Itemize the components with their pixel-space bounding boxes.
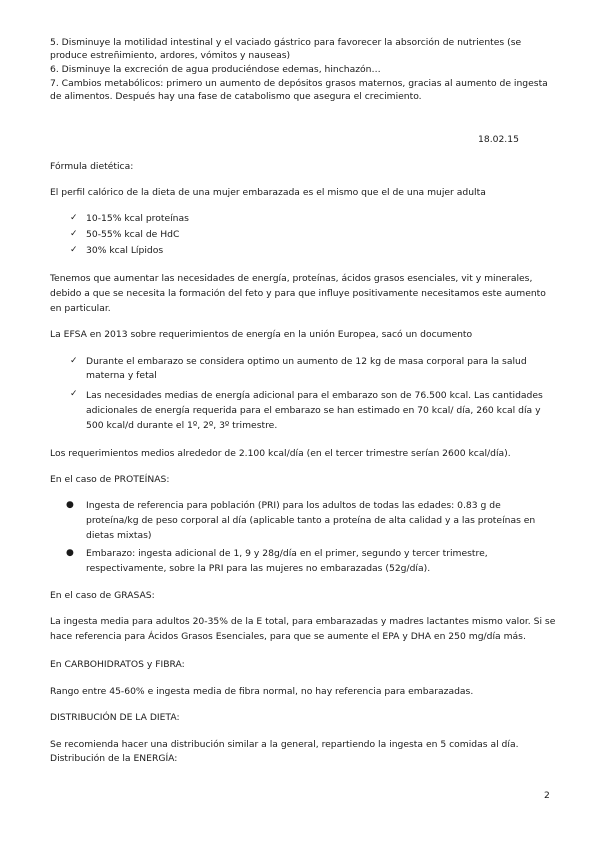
distribucion-heading: DISTRIBUCIÓN DE LA DIETA: xyxy=(50,712,180,723)
macro-item: 10-15% kcal proteínas xyxy=(86,213,189,224)
proteinas-item: Embarazo: ingesta adicional de 1, 9 y 28g/día en el primer, segundo y tercer trimestre, respectivamente, sobre la PRI para las mujeres no embarazadas (52g/día). xyxy=(86,548,488,574)
intro-item-5: 5. Disminuye la motilidad intestinal y el vaciado gástrico para favorecer la absorción de nutrientes (se produce estreñimiento, ardores, vómitos y nauseas) xyxy=(50,37,522,61)
efsa-paragraph: La EFSA en 2013 sobre requerimientos de energía en la unión Europea, sacó un documento xyxy=(50,329,473,340)
carbohidratos-heading: En CARBOHIDRATOS y FIBRA: xyxy=(50,659,185,670)
bullet-icon: ● xyxy=(66,500,74,510)
macro-item: 30% kcal Lípidos xyxy=(86,245,164,256)
check-icon: ✓ xyxy=(70,389,78,399)
macro-item: 50-55% kcal de HdC xyxy=(86,229,180,240)
perfil-paragraph: El perfil calórico de la dieta de una mujer embarazada es el mismo que el de una mujer adulta xyxy=(50,187,486,198)
aumentar-paragraph: Tenemos que aumentar las necesidades de energía, proteínas, ácidos grasos esenciales, vit y minerales, debido a que se necesita la formación del feto y para que influye positivamente necesitamos este aumento en particular. xyxy=(50,273,546,314)
carbohidratos-paragraph: Rango entre 45-60% e ingesta media de fibra normal, no hay referencia para embarazadas. xyxy=(50,686,474,697)
proteinas-item: Ingesta de referencia para población (PRI) para los adultos de todas las edades: 0.83 g de proteína/kg de peso corporal al día (aplicable tanto a proteína de alta calidad y a las proteínas en dietas mixtas) xyxy=(86,500,536,541)
efsa-item: Durante el embarazo se considera optimo un aumento de 12 kg de masa corporal para la salud materna y fetal xyxy=(86,356,527,381)
requerimientos-paragraph: Los requerimientos medios alrededor de 2.100 kcal/día (en el tercer trimestre serían 2600 kcal/día). xyxy=(50,448,511,459)
grasas-heading: En el caso de GRASAS: xyxy=(50,590,155,601)
check-icon: ✓ xyxy=(70,229,78,239)
distribucion-paragraph: Se recomienda hacer una distribución similar a la general, repartiendo la ingesta en 5 comidas al día. xyxy=(50,739,519,750)
proteinas-heading: En el caso de PROTEÍNAS: xyxy=(50,474,170,485)
efsa-item: Las necesidades medias de energía adicional para el embarazo son de 76.500 kcal. Las cantidades adicionales de energía requerida para el embarazo se han estimado en 70 kcal/ día, 260 kcal día y 500 kcal/d durante el 1º, 2º, 3º trimestre. xyxy=(86,390,543,431)
check-icon: ✓ xyxy=(70,245,78,255)
intro-item-7: 7. Cambios metabólicos: primero un aumento de depósitos grasos maternos, gracias al aumento de ingesta de alimentos. Después hay una fase de catabolismo que asegura el crecimiento. xyxy=(50,78,548,102)
bullet-icon: ● xyxy=(66,548,74,558)
intro-item-6: 6. Disminuye la excreción de agua produciéndose edemas, hinchazón… xyxy=(50,64,381,75)
page-number: 2 xyxy=(544,790,550,801)
grasas-paragraph: La ingesta media para adultos 20-35% de la E total, para embarazadas y madres lactantes mismo valor. Si se hace referencia para Ácidos Grasos Esenciales, para que se aumente el EPA y DHA en 250 mg/día más. xyxy=(50,616,556,642)
check-icon: ✓ xyxy=(70,356,78,366)
distribucion-energia-label: Distribución de la ENERGÍA: xyxy=(50,753,178,764)
date-label: 18.02.15 xyxy=(478,134,519,145)
formula-heading: Fórmula dietética: xyxy=(50,161,134,172)
check-icon: ✓ xyxy=(70,213,78,223)
